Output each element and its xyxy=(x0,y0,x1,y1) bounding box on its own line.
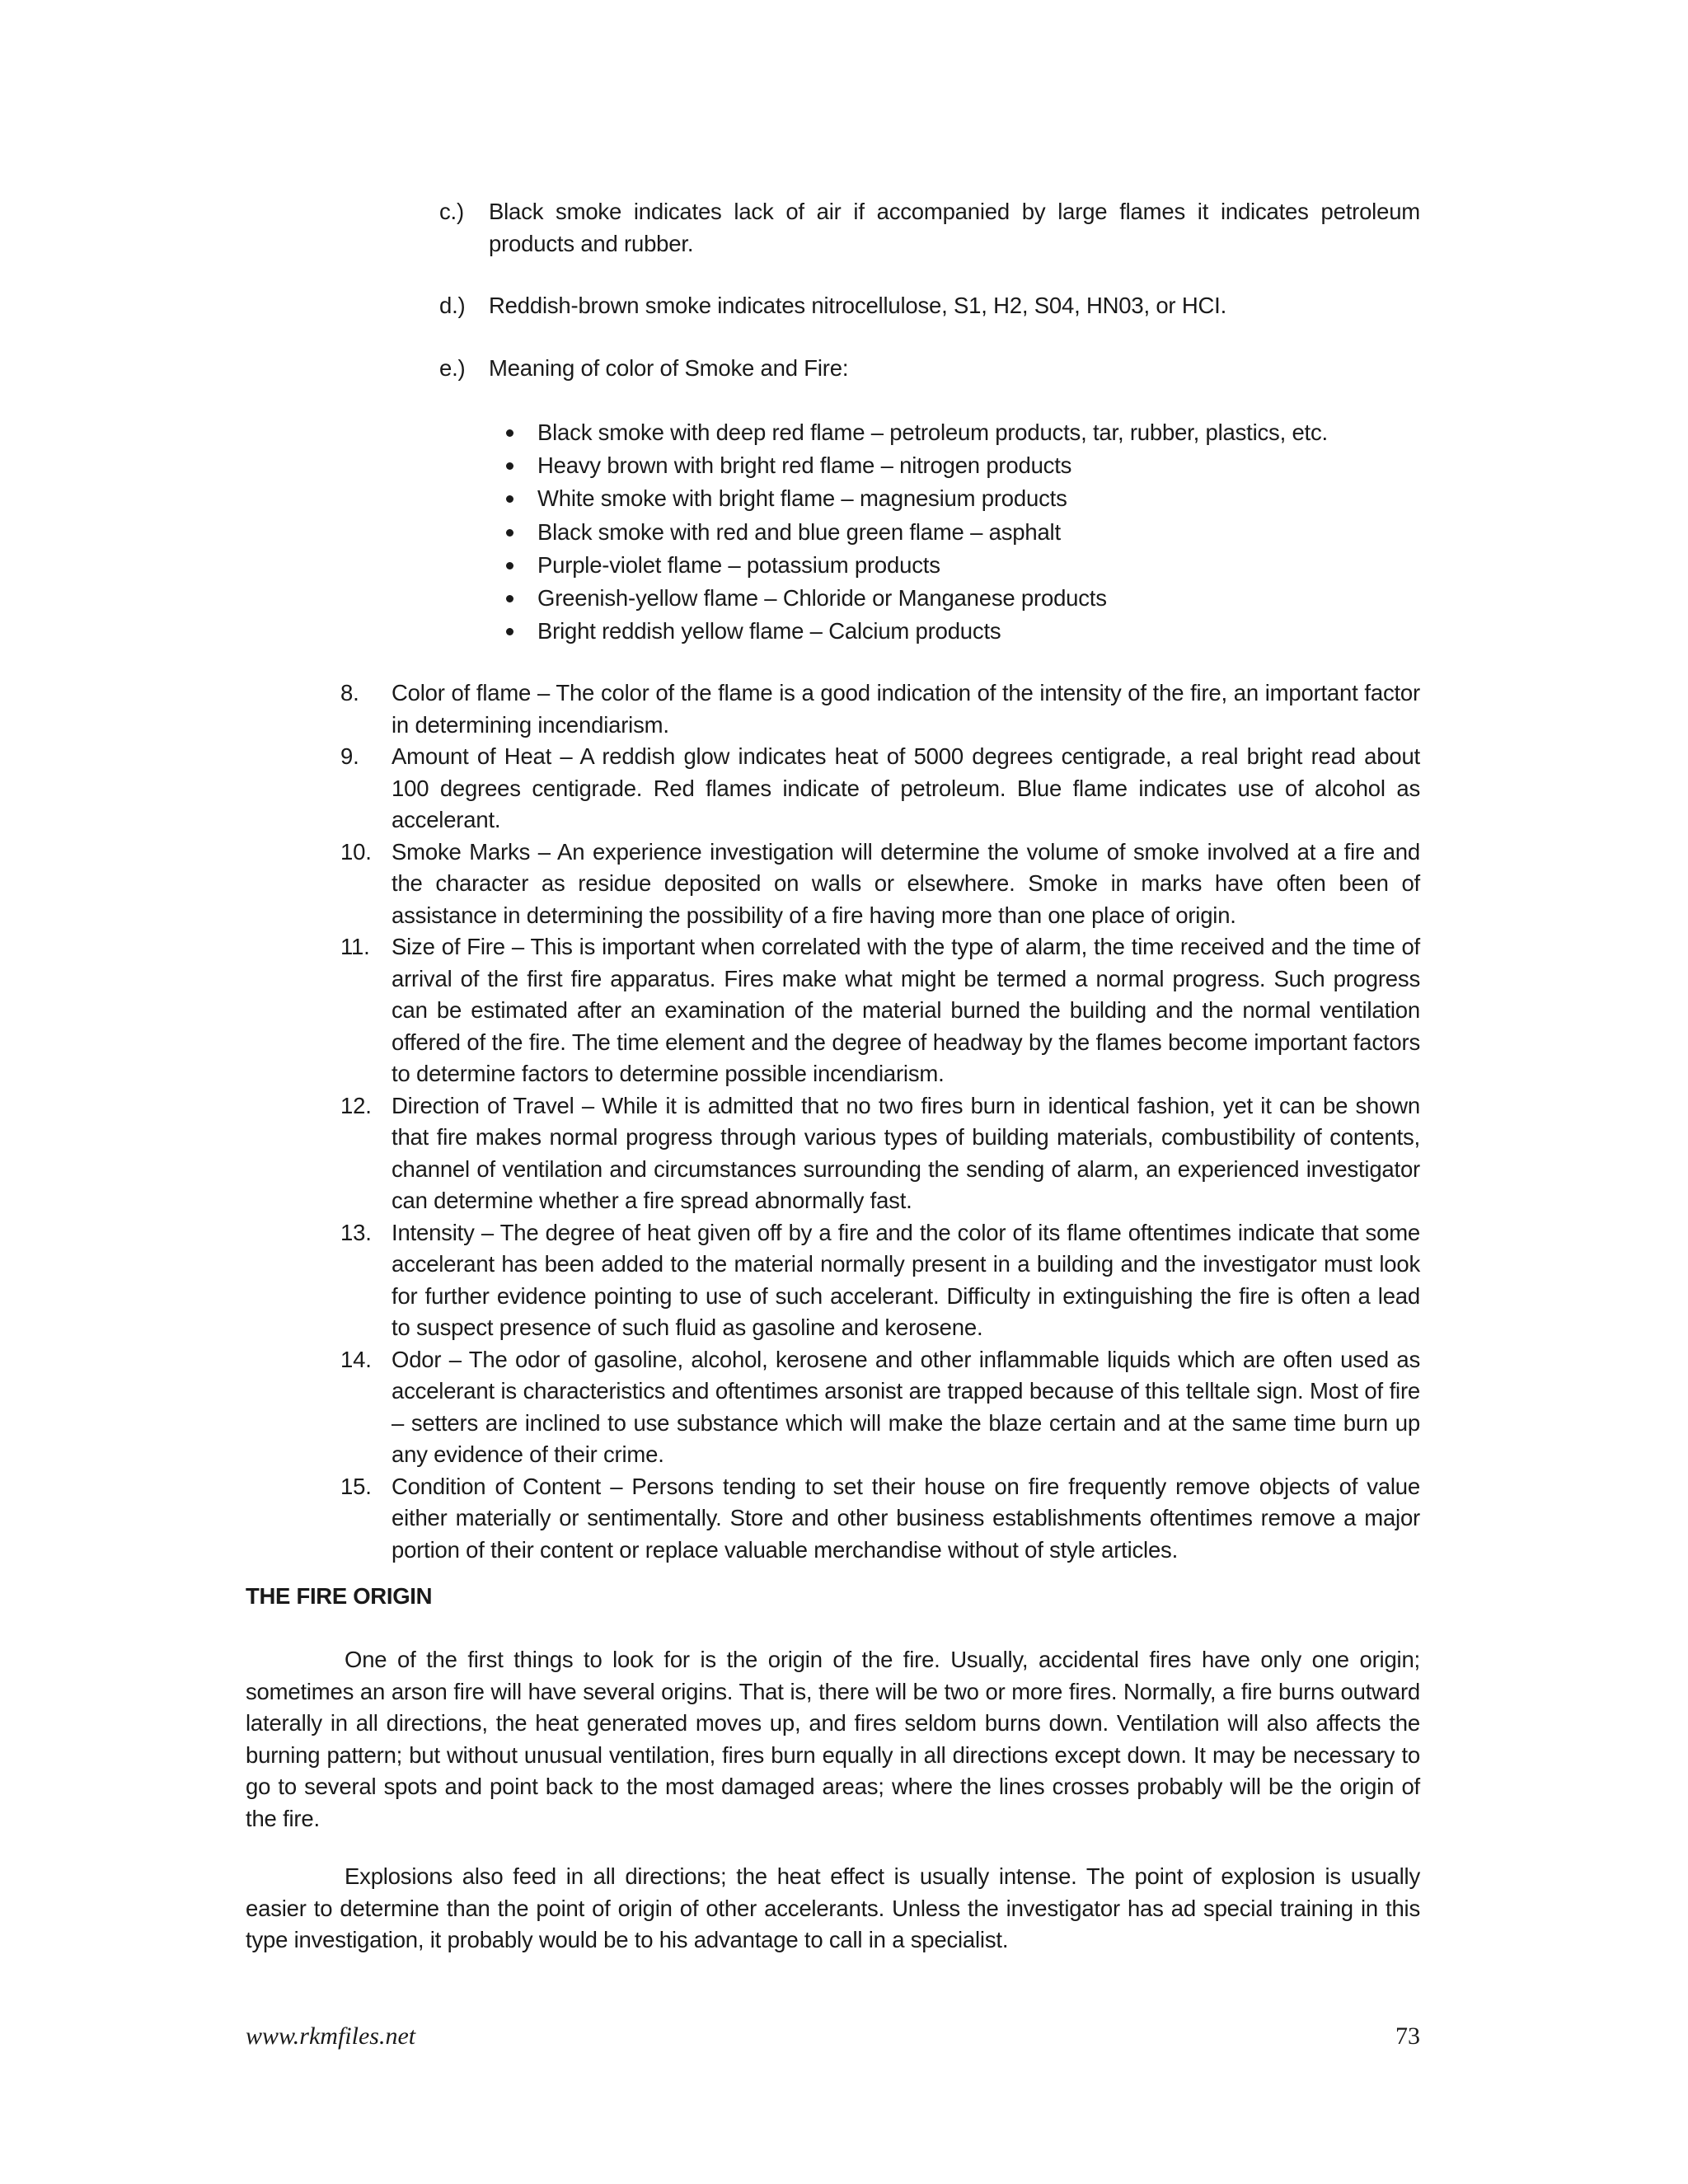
item-number: 8. xyxy=(340,680,359,705)
bullet-text: Bright reddish yellow flame – Calcium products xyxy=(537,618,1001,644)
bullet-dot-icon xyxy=(506,462,513,470)
numbered-item xyxy=(340,1090,1420,1217)
bullet-item xyxy=(499,482,1405,515)
lettered-item-e xyxy=(439,353,1420,385)
item-text: Odor – The odor of gasoline, alcohol, kerosene and other inflammable liquids which are often used as accelerant is characteristics and oftentimes arsonist are trapped because of this telltale sign. Most of fire – setters are inclined to use substance which will make the blaze certain and at the same time burn up any evidence of their crime. xyxy=(392,1346,1420,1467)
item-number: 11. xyxy=(340,934,370,959)
numbered-item xyxy=(340,741,1420,837)
bullet-text: Heavy brown with bright red flame – nitrogen products xyxy=(537,452,1072,479)
numbered-item xyxy=(340,1344,1420,1471)
bullet-item xyxy=(499,449,1405,482)
numbered-item xyxy=(340,677,1420,741)
bullet-dot-icon xyxy=(506,595,513,602)
item-text: Smoke Marks – An experience investigation will determine the volume of smoke involved at a fire and the character as residue deposited on walls or elsewhere. Smoke in marks have often been of assistance in determining the possibility of a fire having more than one place of origin. xyxy=(392,838,1420,928)
bullet-item xyxy=(499,516,1405,549)
item-label: e.) xyxy=(439,355,466,381)
bullet-dot-icon xyxy=(506,628,513,635)
bullet-text: Greenish-yellow flame – Chloride or Manganese products xyxy=(537,584,1107,611)
item-text: Amount of Heat – A reddish glow indicates heat of 5000 degrees centigrade, a real bright read about 100 degrees centigrade. Red flames indicate of petroleum. Blue flame indicates use of alcohol as accelerant. xyxy=(392,743,1420,832)
item-label: c.) xyxy=(439,199,464,224)
bullet-dot-icon xyxy=(506,562,513,569)
footer-url: www.rkmfiles.net xyxy=(246,2022,416,2050)
bullet-item xyxy=(499,549,1405,582)
bullet-dot-icon xyxy=(506,429,513,437)
item-number: 9. xyxy=(340,743,359,769)
bullet-text: Black smoke with red and blue green flame – asphalt xyxy=(537,518,1061,545)
lettered-item-c xyxy=(439,196,1420,260)
paragraph: One of the first things to look for is the origin of the fire. Usually, accidental fires have only one origin; sometimes an arson fire will have several origins. That is, there will be two or more fires. Normally, a fire burns outward laterally in all directions, the heat generated moves up, and fires seldom burns down. Ventilation will also affects the burning pattern; but without unusual ventilation, fires burn equally in all directions except down. It may be necessary to go to several spots and point back to the most damaged areas; where the lines crosses probably will be the origin of the fire. xyxy=(246,1647,1420,1831)
smoke-color-bullet-list xyxy=(499,416,1405,648)
item-number: 10. xyxy=(340,838,372,865)
bullet-dot-icon xyxy=(506,529,513,537)
item-text: Condition of Content – Persons tending to set their house on fire frequently remove objects of value either materially or sentimentally. Store and other business establishments oftentimes remove a major portion of their content or replace valuable merchandise without of style articles. xyxy=(392,1473,1420,1563)
item-number: 12. xyxy=(340,1092,372,1118)
item-text: Color of flame – The color of the flame is a good indication of the intensity of the fire, an important factor in determining incendiarism. xyxy=(392,680,1420,738)
bullet-text: Black smoke with deep red flame – petroleum products, tar, rubber, plastics, etc. xyxy=(537,419,1328,445)
item-text: Direction of Travel – While it is admitted that no two fires burn in identical fashion, yet it can be shown that fire makes normal progress through various types of building materials, combustibility of contents, channel of ventilation and circumstances surrounding the sending of alarm, an experienced investigator can determine whether a fire spread abnormally fast. xyxy=(392,1092,1420,1213)
lettered-item-d xyxy=(439,290,1420,322)
bullet-text: White smoke with bright flame – magnesium products xyxy=(537,485,1067,512)
bullet-item xyxy=(499,615,1405,648)
numbered-item xyxy=(340,931,1420,1090)
numbered-item xyxy=(340,1471,1420,1567)
item-number: 13. xyxy=(340,1219,372,1245)
item-number: 14. xyxy=(340,1346,372,1372)
item-text: Size of Fire – This is important when correlated with the type of alarm, the time received and the time of arrival of the first fire apparatus. Fires make what might be termed a normal progress. Such progress can be estimated after an examination of the material burned the building and the normal ventilation offered of the fire. The time element and the degree of headway by the flames become important factors to determine factors to determine possible incendiarism. xyxy=(392,934,1420,1086)
bullet-item xyxy=(499,582,1405,615)
numbered-list xyxy=(340,677,1420,1566)
item-text: Black smoke indicates lack of air if accompanied by large flames it indicates petroleum products and rubber. xyxy=(489,199,1420,256)
item-text: Meaning of color of Smoke and Fire: xyxy=(489,355,849,381)
item-text: Intensity – The degree of heat given off by a fire and the color of its flame oftentimes indicate that some accelerant has been added to the material normally present in a building and the investigator must look for further evidence pointing to use of such accelerant. Difficulty in extinguishing the fire is often a lead to suspect presence of such fluid as gasoline and kerosene. xyxy=(392,1219,1420,1340)
bullet-text: Purple-violet flame – potassium products xyxy=(537,551,940,578)
paragraph: Explosions also feed in all directions; the heat effect is usually intense. The point of explosion is usually easier to determine than the point of origin of other accelerants. Unless the investigator has ad special training in this type investigation, it probably would be to his advantage to call in a specialist. xyxy=(246,1863,1420,1952)
section-heading: THE FIRE ORIGIN xyxy=(246,1583,433,1609)
bullet-dot-icon xyxy=(506,495,513,503)
bullet-item xyxy=(499,416,1405,449)
item-number: 15. xyxy=(340,1473,372,1499)
item-label: d.) xyxy=(439,293,466,318)
numbered-item xyxy=(340,1217,1420,1344)
numbered-item xyxy=(340,837,1420,932)
item-text: Reddish-brown smoke indicates nitrocellulose, S1, H2, S04, HN03, or HCI. xyxy=(489,293,1227,318)
page-number: 73 xyxy=(1395,2022,1420,2050)
